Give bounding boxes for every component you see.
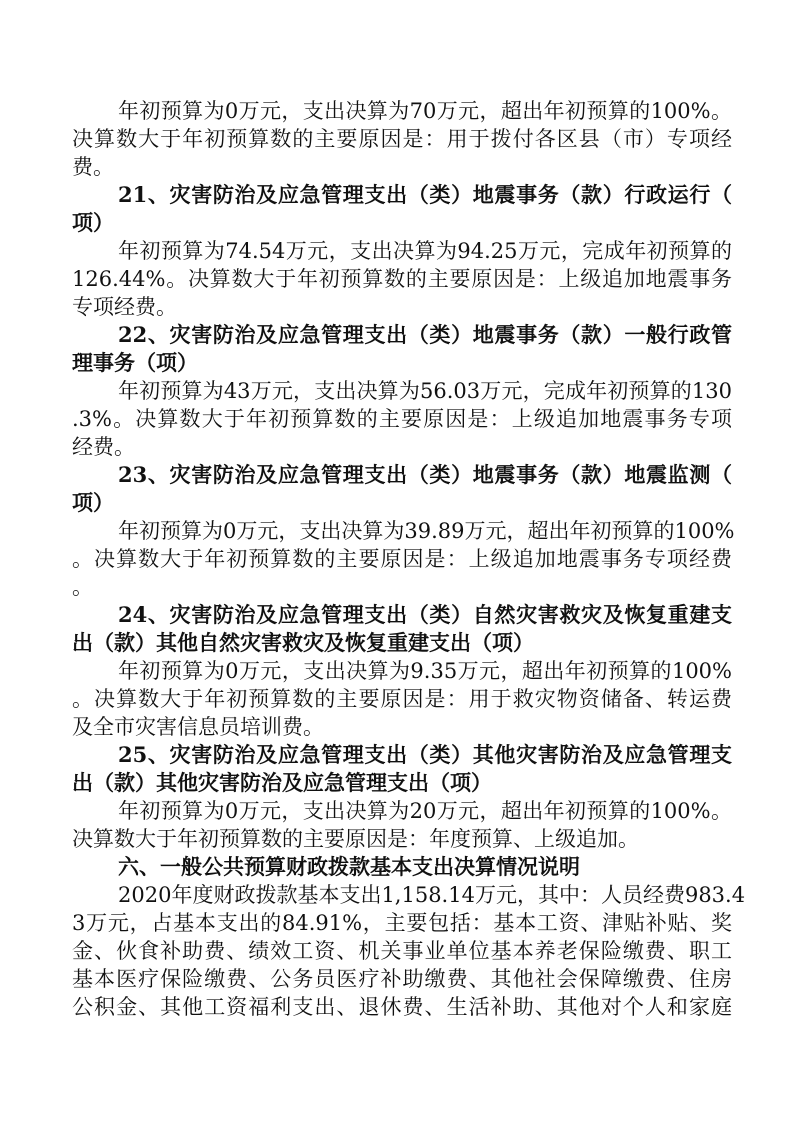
section-heading (72, 461, 732, 517)
text-line: 年初预算为43万元，支出决算为56.03万元，完成年初预算的130 (118, 379, 732, 403)
text-line: 22、灾害防治及应急管理支出（类）地震事务（款）一般行政管 (118, 322, 732, 347)
text-line: 。 (72, 575, 93, 599)
text-line: 。决算数大于年初预算数的主要原因是：上级追加地震事务专项经费 (72, 547, 732, 571)
text-line: 年初预算为0万元，支出决算为20万元，超出年初预算的100%。 (118, 799, 732, 823)
text-line: 年初预算为0万元，支出决算为9.35万元，超出年初预算的100% (118, 659, 732, 683)
body-paragraph (72, 97, 732, 181)
text-line: 决算数大于年初预算数的主要原因是：用于拨付各区县（市）专项经 (72, 127, 732, 151)
body-paragraph (72, 657, 732, 741)
body-paragraph (72, 797, 732, 853)
body-paragraph (72, 237, 732, 321)
section-heading (72, 853, 732, 881)
text-line: 出（款）其他自然灾害救灾及恢复重建支出（项） (72, 630, 534, 655)
body-paragraph (72, 881, 746, 1021)
text-line: 决算数大于年初预算数的主要原因是：年度预算、上级追加。 (72, 827, 639, 851)
text-line: .3%。决算数大于年初预算数的主要原因是：上级追加地震事务专项 (72, 407, 732, 431)
text-line: 23、灾害防治及应急管理支出（类）地震事务（款）地震监测（ (118, 462, 732, 487)
text-line: 项） (72, 210, 114, 235)
text-line: 及全市灾害信息员培训费。 (72, 715, 324, 739)
text-line: 。决算数大于年初预算数的主要原因是：用于救灾物资储备、转运费 (72, 687, 732, 711)
document-page (72, 97, 746, 1021)
text-line: 经费。 (72, 435, 135, 459)
text-line: 2020年度财政拨款基本支出1,158.14万元，其中：人员经费983.4 (118, 883, 746, 907)
section-heading (72, 601, 732, 657)
text-line: 理事务（项） (72, 350, 198, 375)
text-line: 出（款）其他灾害防治及应急管理支出（项） (72, 770, 492, 795)
text-line: 年初预算为0万元，支出决算为39.89万元，超出年初预算的100% (118, 519, 735, 543)
text-line: 21、灾害防治及应急管理支出（类）地震事务（款）行政运行（ (118, 182, 732, 207)
body-paragraph (72, 517, 735, 601)
section-heading (72, 741, 732, 797)
text-line: 六、一般公共预算财政拨款基本支出决算情况说明 (118, 854, 580, 879)
text-line: 24、灾害防治及应急管理支出（类）自然灾害救灾及恢复重建支 (118, 602, 732, 627)
text-line: 基本医疗保险缴费、公务员医疗补助缴费、其他社会保障缴费、住房 (72, 967, 732, 991)
text-line: 年初预算为74.54万元，支出决算为94.25万元，完成年初预算的 (118, 239, 732, 263)
text-line: 金、伙食补助费、绩效工资、机关事业单位基本养老保险缴费、职工 (72, 939, 732, 963)
section-heading (72, 321, 732, 377)
section-heading (72, 181, 732, 237)
text-line: 3万元，占基本支出的84.91%，主要包括：基本工资、津贴补贴、奖 (72, 911, 732, 935)
text-line: 126.44%。决算数大于年初预算数的主要原因是：上级追加地震事务 (72, 267, 732, 291)
text-line: 25、灾害防治及应急管理支出（类）其他灾害防治及应急管理支 (118, 742, 732, 767)
text-line: 年初预算为0万元，支出决算为70万元，超出年初预算的100%。 (118, 99, 732, 123)
text-line: 费。 (72, 155, 114, 179)
body-paragraph (72, 377, 732, 461)
text-line: 公积金、其他工资福利支出、退休费、生活补助、其他对个人和家庭 (72, 995, 732, 1019)
text-line: 项） (72, 490, 114, 515)
text-line: 专项经费。 (72, 295, 177, 319)
